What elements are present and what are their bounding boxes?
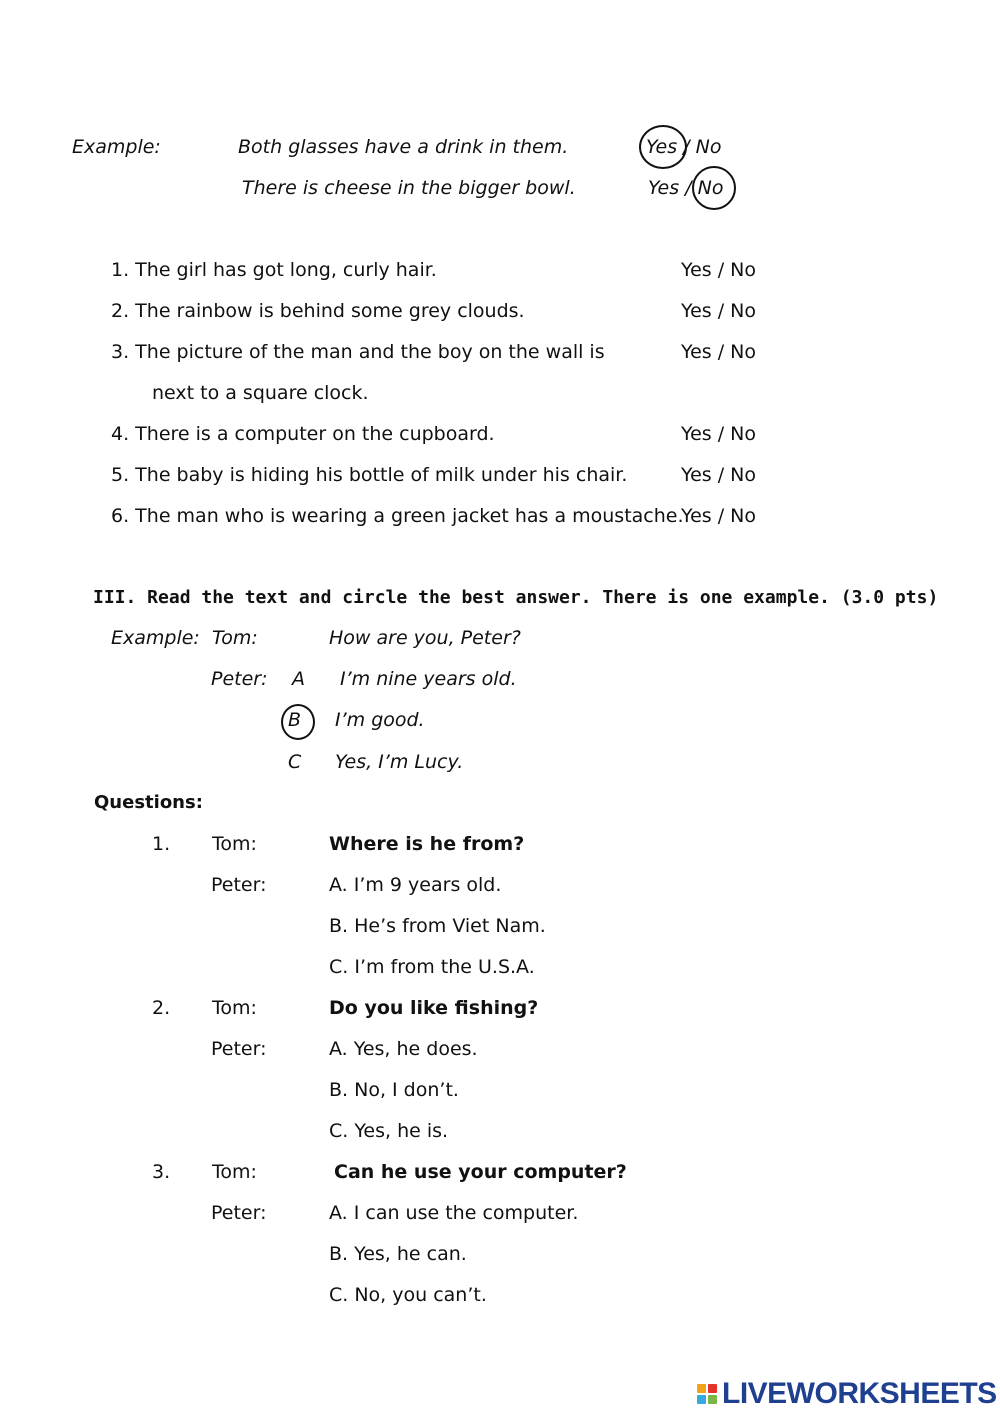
example-answer-sep: / <box>683 136 690 158</box>
speaker-peter: Peter: <box>211 1202 267 1224</box>
question-text: Where is he from? <box>329 833 525 855</box>
option-text-a: I’m nine years old. <box>340 668 517 690</box>
statement-3-answer[interactable]: Yes / No <box>681 341 756 363</box>
example-answer-yes: Yes <box>646 136 678 158</box>
example-answer-sep: / <box>685 177 692 199</box>
speaker-tom: Tom: <box>212 1161 257 1183</box>
option-letter-b: B <box>288 709 302 731</box>
option-text-c: Yes, I’m Lucy. <box>335 751 464 773</box>
question-text: Do you like fishing? <box>329 997 539 1019</box>
answer-circle-mark <box>281 704 315 740</box>
statement-3-continuation: next to a square clock. <box>152 382 369 404</box>
statement-2-answer[interactable]: Yes / No <box>681 300 756 322</box>
logo-text: LIVEWORKSHEETS <box>722 1377 997 1410</box>
answer-option[interactable]: B. Yes, he can. <box>329 1243 467 1265</box>
example-answer-no: No <box>697 177 724 199</box>
answer-option[interactable]: C. No, you can’t. <box>329 1284 487 1306</box>
example-answer-yes: Yes <box>648 177 680 199</box>
answer-option[interactable]: B. No, I don’t. <box>329 1079 459 1101</box>
statement-3: 3. The picture of the man and the boy on the wall is <box>111 341 605 363</box>
liveworksheets-logo[interactable] <box>697 1378 997 1410</box>
statement-6-answer[interactable]: Yes / No <box>681 505 756 527</box>
questions-label: Questions: <box>94 792 203 813</box>
speaker-peter: Peter: <box>211 874 267 896</box>
example-question: How are you, Peter? <box>329 627 521 649</box>
option-text-b: I’m good. <box>335 709 425 731</box>
answer-option[interactable]: A. Yes, he does. <box>329 1038 478 1060</box>
answer-circle-mark <box>639 125 690 169</box>
example-label: Example: <box>111 627 200 649</box>
statement-5-answer[interactable]: Yes / No <box>681 464 756 486</box>
statement-2: 2. The rainbow is behind some grey clouds. <box>111 300 525 322</box>
speaker-peter: Peter: <box>211 668 268 690</box>
statement-6: 6. The man who is wearing a green jacket has a moustache. <box>111 505 684 527</box>
answer-option[interactable]: C. I’m from the U.S.A. <box>329 956 535 978</box>
answer-option[interactable]: A. I’m 9 years old. <box>329 874 502 896</box>
example-statement-1: Both glasses have a drink in them. <box>238 136 569 158</box>
statement-4-answer[interactable]: Yes / No <box>681 423 756 445</box>
statement-5: 5. The baby is hiding his bottle of milk under his chair. <box>111 464 628 486</box>
answer-option[interactable]: A. I can use the computer. <box>329 1202 579 1224</box>
statement-1-answer[interactable]: Yes / No <box>681 259 756 281</box>
speaker-tom: Tom: <box>212 627 258 649</box>
example-statement-2: There is cheese in the bigger bowl. <box>242 177 576 199</box>
question-number: 3. <box>152 1161 171 1183</box>
option-letter-c: C <box>288 751 302 773</box>
section-heading: III. Read the text and circle the best answer. There is one example. (3.0 pts) <box>93 587 939 608</box>
logo-mark-icon <box>697 1384 717 1404</box>
speaker-tom: Tom: <box>212 833 257 855</box>
answer-option[interactable]: B. He’s from Viet Nam. <box>329 915 546 937</box>
option-letter-a: A <box>292 668 305 690</box>
answer-option[interactable]: C. Yes, he is. <box>329 1120 449 1142</box>
statement-4: 4. There is a computer on the cupboard. <box>111 423 495 445</box>
question-number: 2. <box>152 997 171 1019</box>
question-text: Can he use your computer? <box>334 1161 627 1183</box>
answer-circle-mark <box>692 166 736 210</box>
statement-1: 1. The girl has got long, curly hair. <box>111 259 437 281</box>
speaker-tom: Tom: <box>212 997 257 1019</box>
example-answer-no: No <box>695 136 722 158</box>
speaker-peter: Peter: <box>211 1038 267 1060</box>
example-label: Example: <box>72 136 161 158</box>
question-number: 1. <box>152 833 171 855</box>
